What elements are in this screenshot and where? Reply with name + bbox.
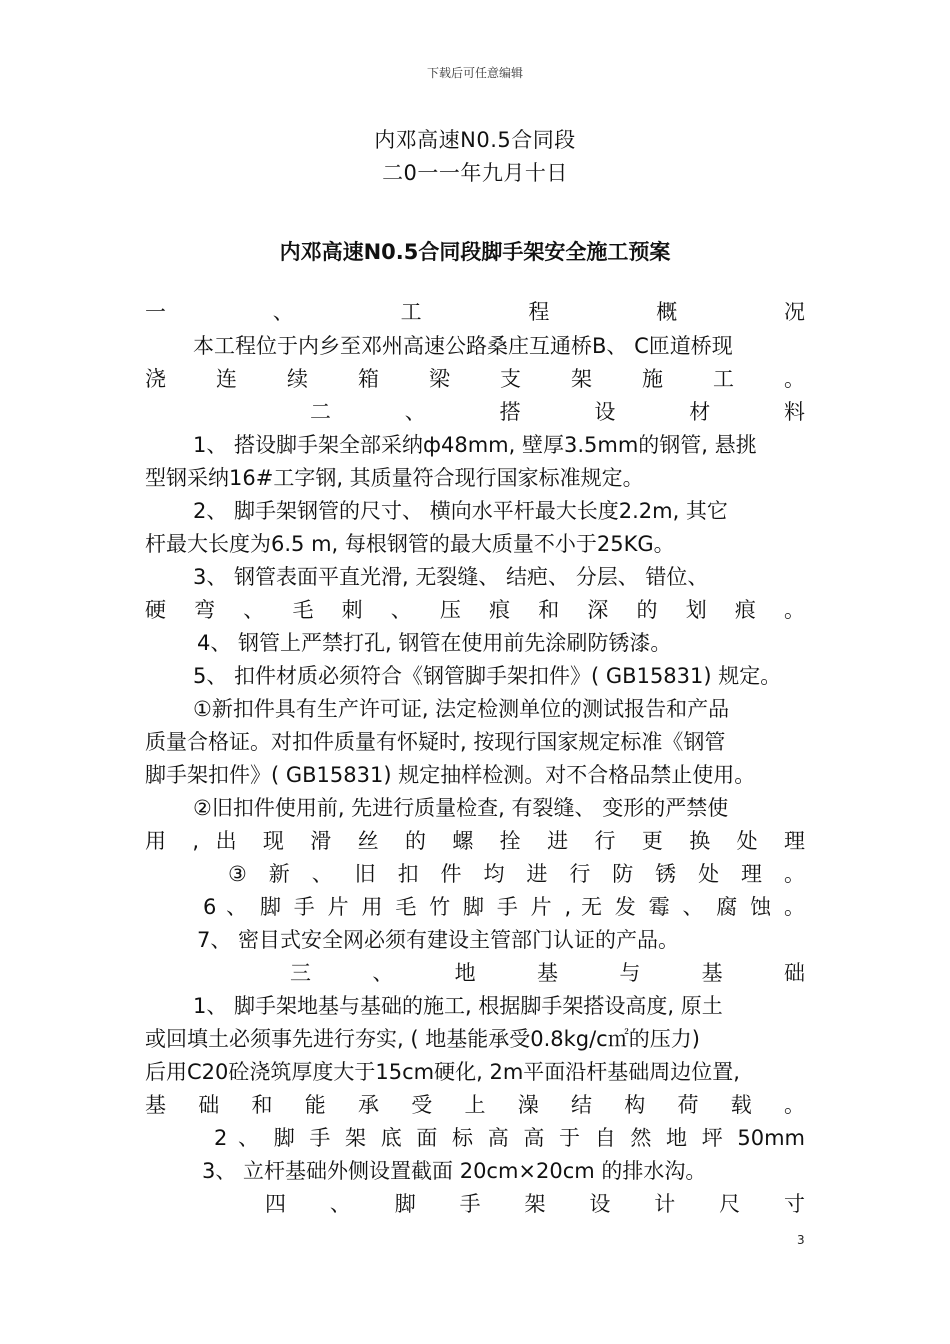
body-line: ③ 新 、 旧 扣 件 均 进 行 防 锈 处 理 。 [228,862,805,886]
body-line: 后用C20砼浇筑厚度大于15cm硬化, 2m平面沿杆基础周边位置, [145,1060,740,1084]
body-line: 用 , 出 现 滑 丝 的 螺 拴 进 行 更 换 处 理 [145,829,805,853]
body-line: ②旧扣件使用前, 先进行质量检查, 有裂缝、 变形的严禁使 [193,796,729,820]
cover-org: 内邓高速N0.5合同段 [374,128,576,152]
body-line: 本工程位于内乡至邓州高速公路桑庄互通桥B、 C匝道桥现 [193,334,733,358]
body-line: 基 础 和 能 承 受 上 澡 结 构 荷 载 。 [145,1093,805,1117]
body-line: 7、 密目式安全网必须有建设主管部门认证的产品。 [197,928,680,952]
body-line: 3、 钢管表面平直光滑, 无裂缝、 结疤、 分层、 错位、 [193,565,709,589]
body-line: 质量合格证。对扣件质量有怀疑时, 按现行国家规定标准《钢管 [145,730,726,754]
body-line: 1、 搭设脚手架全部采纳ф48mm, 壁厚3.5mm的钢管, 悬挑 [193,433,757,457]
body-line: 杆最大长度为6.5 m, 每根钢管的最大质量不小于25KG。 [145,532,675,556]
page-number: 3 [797,1233,805,1247]
body-line: 5、 扣件材质必须符合《钢管脚手架扣件》( GB15831) 规定。 [193,664,782,688]
body-line: 1、 脚手架地基与基础的施工, 根据脚手架搭设高度, 原土 [193,994,723,1018]
body-line: 3、 立杆基础外侧设置截面 20cm×20cm 的排水沟。 [202,1159,707,1183]
section-heading-3: 三 、 地 基 与 基 础 [290,961,805,985]
section-heading-4: 四 、 脚 手 架 设 计 尺 寸 [265,1192,805,1216]
section-heading-1: 一 、 工 程 概 况 [145,300,805,324]
body-line: 2 、 脚 手 架 底 面 标 高 高 于 自 然 地 坪 50mm [214,1126,805,1150]
body-line: 硬 弯 、 毛 刺 、 压 痕 和 深 的 划 痕 。 [145,598,805,622]
body-line: 6 、 脚 手 片 用 毛 竹 脚 手 片 , 无 发 霉 、 腐 蚀 。 [203,895,805,919]
body-line: 4、 钢管上严禁打孔, 钢管在使用前先涂刷防锈漆。 [197,631,672,655]
body-line: 或回填土必须事先进行夯实, ( 地基能承受0.8kg/c㎡的压力) [145,1027,700,1051]
body-line: 浇 连 续 箱 梁 支 架 施 工 。 [145,367,805,391]
body-line: 型钢采纳16#工字钢, 其质量符合现行国家标准规定。 [145,466,644,490]
body-line: ①新扣件具有生产许可证, 法定检测单位的测试报告和产品 [193,697,730,721]
body-line: 2、 脚手架钢管的尺寸、 横向水平杆最大长度2.2m, 其它 [193,499,728,523]
document-title: 内邓高速N0.5合同段脚手架安全施工预案 [279,240,671,264]
body-line: 脚手架扣件》( GB15831) 规定抽样检测。对不合格品禁止使用。 [145,763,756,787]
cover-date: 二0一一年九月十日 [382,161,568,185]
header-note: 下载后可任意编辑 [426,66,523,80]
section-heading-2: 二 、 搭 设 材 料 [310,400,805,424]
